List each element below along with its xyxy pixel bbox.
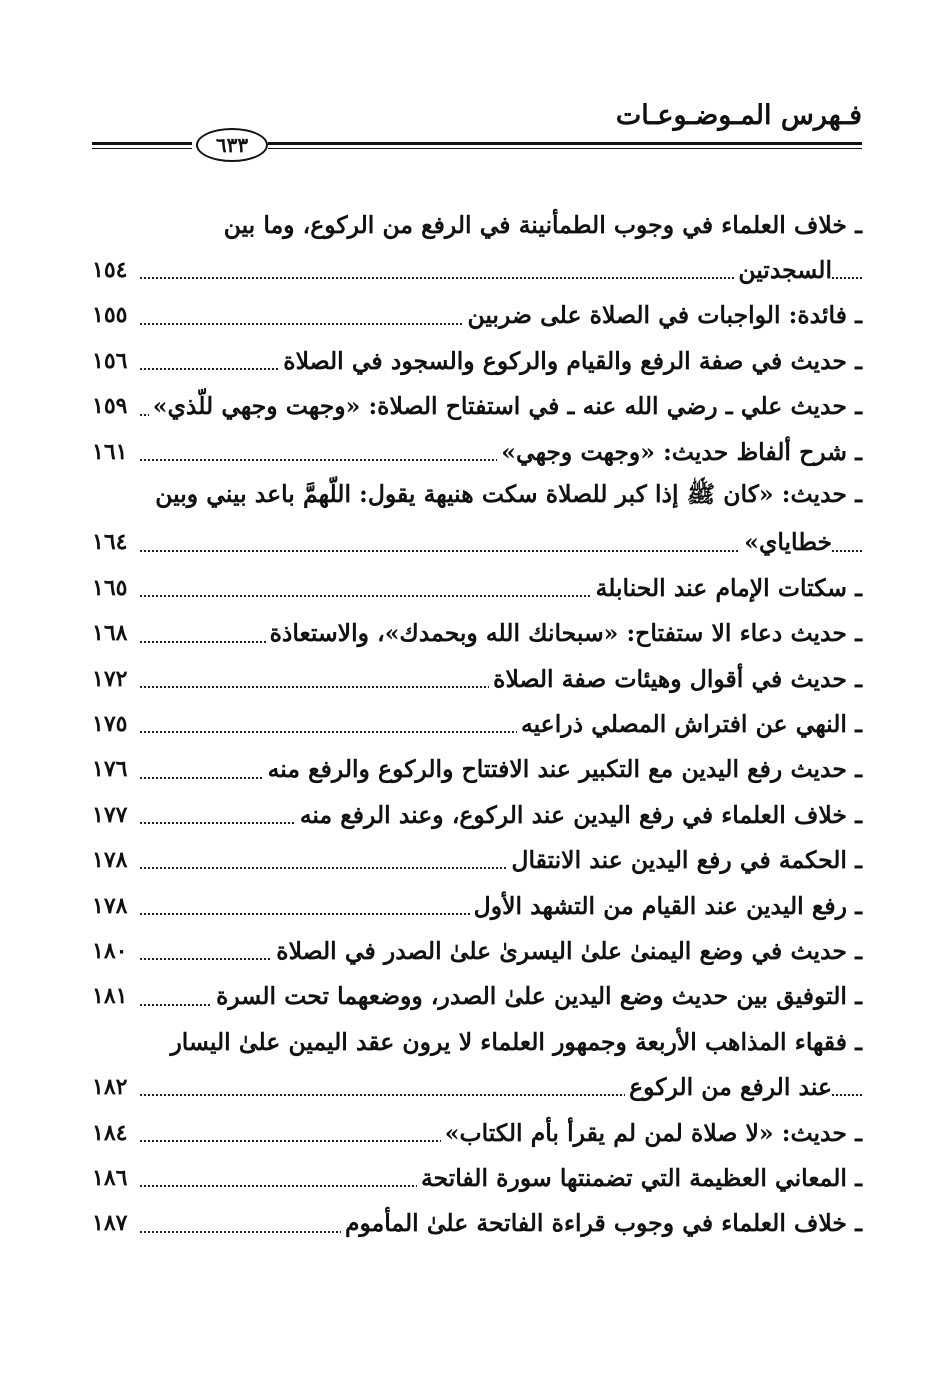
toc-entry-page: ١٨١ — [92, 983, 128, 1010]
toc-entry — [92, 1064, 862, 1109]
toc-entry-title: ـ شرح ألفاظ حديث: «وجهت وجهي» — [497, 429, 862, 474]
toc-entry-title: ـ خلاف العلماء في وجوب قراءة الفاتحة علىٰ المأموم — [341, 1201, 862, 1246]
toc-entry — [92, 656, 862, 701]
toc-entry — [92, 1155, 862, 1200]
toc-entry — [92, 611, 862, 656]
header-rule-right — [268, 142, 862, 149]
page-header — [92, 100, 862, 160]
toc-entry — [92, 747, 862, 792]
header-rule-left — [92, 142, 192, 149]
toc-entry-page: ١٥٩ — [92, 393, 128, 420]
toc-entry-page: ١٦٤ — [92, 529, 128, 556]
toc-entry-title: ـ رفع اليدين عند القيام من التشهد الأول — [470, 883, 862, 928]
index-title: فـهرس المـوضـوعـات — [615, 100, 862, 131]
toc-entry-page: ١٧٦ — [92, 756, 128, 783]
toc-entry — [92, 520, 862, 565]
toc-entry-title: ـ التوفيق بين حديث وضع اليدين علىٰ الصدر، ووضعهما تحت السرة — [212, 974, 862, 1019]
toc-entry-page — [92, 202, 140, 247]
toc-entry — [92, 1110, 862, 1155]
table-of-contents — [92, 202, 862, 1246]
toc-entry-page: ١٦١ — [92, 438, 128, 465]
toc-entry-title: ـ حديث علي ـ رضي الله عنه ـ في استفتاح الصلاة: «وجهت وجهي للّذي» — [149, 384, 862, 429]
toc-entry — [92, 247, 862, 292]
toc-entry-page: ١٦٥ — [92, 574, 128, 601]
toc-entry — [92, 202, 862, 247]
toc-entry-page: ١٦٨ — [92, 620, 128, 647]
toc-entry-title: عند الرفع من الركوع — [625, 1064, 832, 1109]
toc-entry-title: السجدتين — [734, 247, 832, 292]
toc-entry-title: ـ فقهاء المذاهب الأربعة وجمهور العلماء لا يرون عقد اليمين علىٰ اليسار — [166, 1019, 862, 1064]
toc-entry — [92, 474, 862, 519]
toc-entry — [92, 837, 862, 882]
toc-entry-page: ١٧٨ — [92, 892, 128, 919]
page-number-badge: ٦٣٣ — [196, 128, 268, 162]
toc-entry — [92, 974, 862, 1019]
toc-entry-title: ـ الحكمة في رفع اليدين عند الانتقال — [507, 837, 862, 882]
toc-entry-page: ١٧٥ — [92, 710, 128, 737]
toc-entry-title: ـ حديث دعاء الا ستفتاح: «سبحانك الله وبحمدك»، والاستعاذة — [266, 611, 862, 656]
toc-entry-page — [92, 474, 140, 519]
toc-entry-title: ـ فائدة: الواجبات في الصلاة على ضربين — [463, 293, 862, 338]
toc-entry-title: ـ حديث في وضع اليمنىٰ علىٰ اليسرىٰ علىٰ الصدر في الصلاة — [272, 928, 862, 973]
toc-entry-page: ١٥٥ — [92, 302, 128, 329]
toc-entry-title: ـ حديث في أقوال وهيئات صفة الصلاة — [489, 656, 862, 701]
toc-entry — [92, 1019, 862, 1064]
toc-entry-page: ١٧٧ — [92, 801, 128, 828]
toc-entry-title: ـ خلاف العلماء في رفع اليدين عند الركوع، وعند الرفع منه — [296, 792, 862, 837]
toc-entry-title: ـ المعاني العظيمة التي تضمنتها سورة الفاتحة — [417, 1155, 862, 1200]
toc-entry — [92, 792, 862, 837]
toc-entry-title: ـ حديث: «لا صلاة لمن لم يقرأ بأم الكتاب» — [441, 1110, 862, 1155]
toc-entry-title: ـ خلاف العلماء في وجوب الطمأنينة في الرفع من الركوع، وما بين — [220, 202, 862, 247]
toc-entry-page: ١٥٤ — [92, 257, 128, 284]
toc-entry-title: ـ النهي عن افتراش المصلي ذراعيه — [517, 701, 862, 746]
toc-entry-page: ١٨٤ — [92, 1119, 128, 1146]
toc-entry — [92, 1201, 862, 1246]
toc-entry-page: ١٧٨ — [92, 847, 128, 874]
toc-entry-title: ـ حديث في صفة الرفع والقيام والركوع والسجود في الصلاة — [279, 338, 862, 383]
toc-entry — [92, 565, 862, 610]
toc-entry-page: ١٨٢ — [92, 1074, 128, 1101]
toc-entry-title: ـ حديث رفع اليدين مع التكبير عند الافتتاح والركوع والرفع منه — [264, 747, 862, 792]
toc-entry — [92, 384, 862, 429]
toc-entry — [92, 928, 862, 973]
toc-entry — [92, 429, 862, 474]
toc-entry-page: ١٨٠ — [92, 937, 128, 964]
toc-entry — [92, 883, 862, 928]
toc-entry — [92, 293, 862, 338]
toc-entry — [92, 338, 862, 383]
toc-entry-page — [92, 1019, 140, 1064]
toc-entry-title: ـ سكتات الإمام عند الحنابلة — [592, 565, 862, 610]
toc-entry-page: ١٧٢ — [92, 665, 128, 692]
toc-entry-title: خطاياي» — [740, 520, 832, 565]
toc-entry-page: ١٨٦ — [92, 1164, 128, 1191]
toc-entry-page: ١٨٧ — [92, 1210, 128, 1237]
toc-entry-title: ـ حديث: «كان ﷺ إذا كبر للصلاة سكت هنيهة يقول: اللّهمَّ باعد بيني وبين — [151, 474, 862, 519]
toc-entry — [92, 701, 862, 746]
toc-entry-page: ١٥٦ — [92, 347, 128, 374]
